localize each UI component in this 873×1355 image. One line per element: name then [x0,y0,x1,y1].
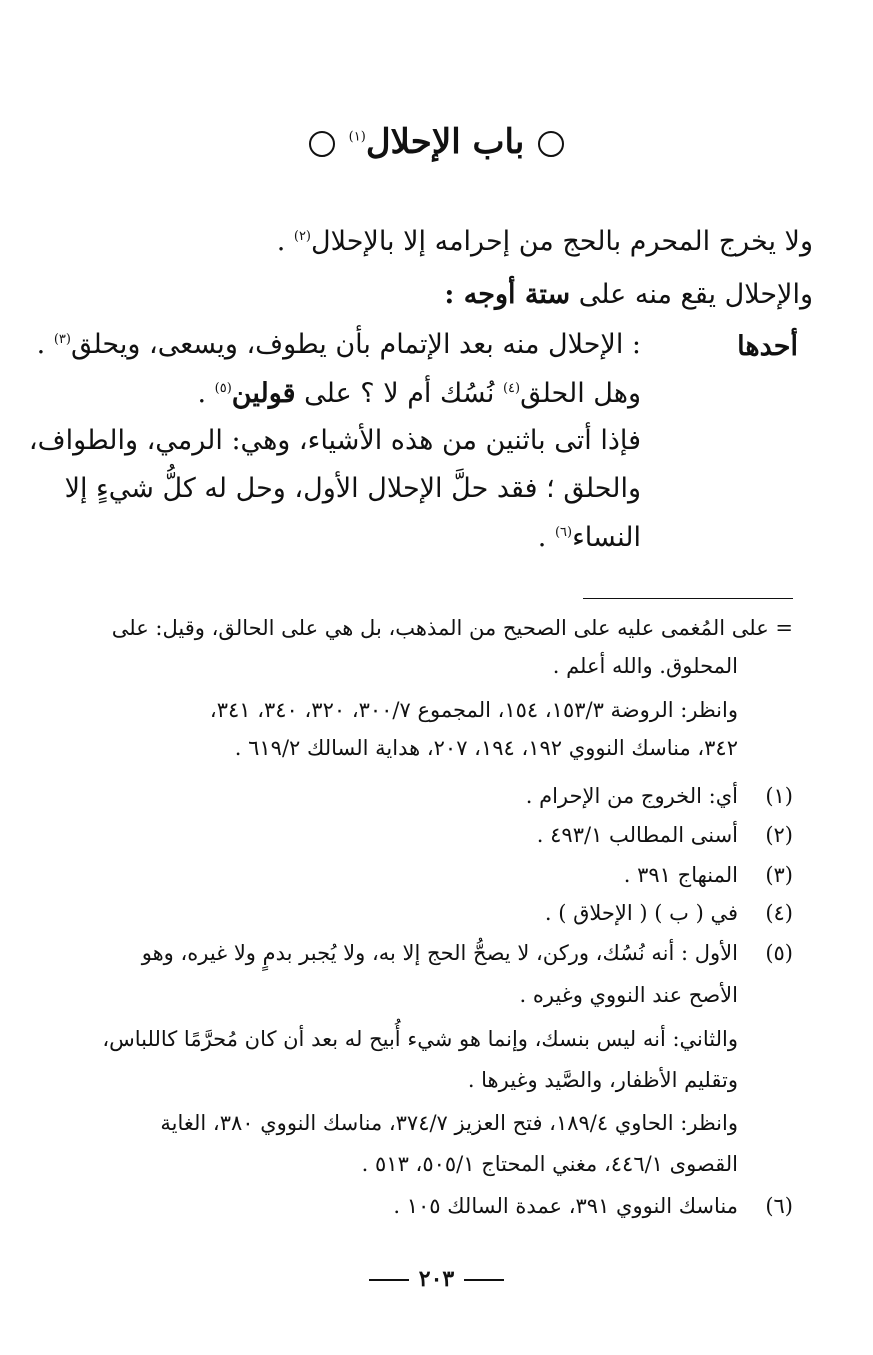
body-line-6: والحلق ؛ فقد حلَّ الإحلال الأول، وحل له كلُّ شيءٍ إلا [64,473,641,504]
body-line-5: فإذا أتى باثنين من هذه الأشياء، وهي: الرمي، والطواف، [28,425,641,456]
footnote-5-line-6: القصوى ٤٤٦/١، مغني المحتاج ٥٠٥/١، ٥١٣ . [361,1152,738,1176]
footnote-5-line-5: وانظر: الحاوي ١٨٩/٤، فتح العزيز ٣٧٤/٧، مناسك النووي ٣٨٠، الغاية [160,1111,738,1135]
chapter-title [0,122,873,162]
body-line-2: والإحلال يقع منه على ستة أوجه : [444,279,813,310]
footnote-separator [583,598,793,599]
footnote-ref-3: (٣) [53,332,71,347]
footnote-1: (١)أي: الخروج من الإحرام . [525,784,793,808]
page-number-dash-left [369,1279,409,1281]
footnote-5-line-3: والثاني: أنه ليس بنسك، وإنما هو شيء أُبيح له بعد أن كان مُحرَّمًا كاللباس، [102,1027,738,1051]
page-number [0,1266,873,1292]
section-label-ahaduha: أحدها [737,331,798,362]
footnote-5-line-2: الأصح عند النووي وغيره . [519,983,738,1007]
footnote-ref-6: (٦) [554,525,573,540]
chapter-title-text: باب الإحلال [365,122,525,162]
circle-ornament-left [309,131,335,157]
footnote-continuation-line-4: ٣٤٢، مناسك النووي ١٩٢، ١٩٤، ٢٠٧، هداية السالك ٦١٩/٢ . [234,736,738,760]
circle-ornament-right [538,131,564,157]
footnote-4-number: (٤) [765,901,793,925]
footnote-6: (٦)مناسك النووي ٣٩١، عمدة السالك ١٠٥ . [393,1194,793,1218]
footnote-3-number: (٣) [765,863,793,887]
footnote-ref-1: (١) [348,129,366,145]
footnote-continuation-line-3: وانظر: الروضة ١٥٣/٣، ١٥٤، المجموع ٣٠٠/٧، ٣٢٠، ٣٤٠، ٣٤١، [209,698,738,722]
footnote-4: (٤)في ( ب ) ( الإحلاق ) . [544,901,793,925]
footnote-6-number: (٦) [765,1194,793,1218]
footnote-ref-2: (٢) [293,229,311,244]
body-line-4: وهل الحلق$^{(٤)}$ نُسُك أم لا ؟ على قولين$^{(٥)}$ . [197,378,641,409]
page-number-dash-right [464,1279,504,1281]
footnote-ref-4: (٤) [502,381,521,396]
footnote-2: (٢)أسنى المطالب ٤٩٣/١ . [536,823,793,847]
footnote-2-number: (٢) [765,823,793,847]
footnote-5-number: (٥) [765,941,793,965]
footnote-ref-5: (٥) [214,381,232,396]
footnote-5: (٥)الأول : أنه نُسُك، وركن، لا يصحُّ الحج إلا به، ولا يُجبر بدمٍ ولا غيره، وهو [141,941,793,965]
footnote-continuation-line-2: المحلوق. والله أعلم . [552,654,738,678]
body-line-1: ولا يخرج المحرم بالحج من إحرامه إلا بالإحلال$^{(٢)}$ . [276,226,813,257]
body-line-7: النساء$^{(٦)}$ . [537,522,641,553]
footnote-5-line-4: وتقليم الأظفار، والصَّيد وغيرها . [467,1068,738,1092]
footnote-continuation-line-1: = على المُغمى عليه على الصحيح من المذهب، بل هي على الحالق، وقيل: على [111,616,793,640]
body-line-3: : الإحلال منه بعد الإتمام بأن يطوف، ويسعى، ويحلق$^{(٣)}$ . [36,329,641,360]
footnote-3: (٣)المنهاج ٣٩١ . [623,863,793,887]
page-number-text: ٢٠٣ [418,1266,455,1292]
footnote-1-number: (١) [765,784,793,808]
